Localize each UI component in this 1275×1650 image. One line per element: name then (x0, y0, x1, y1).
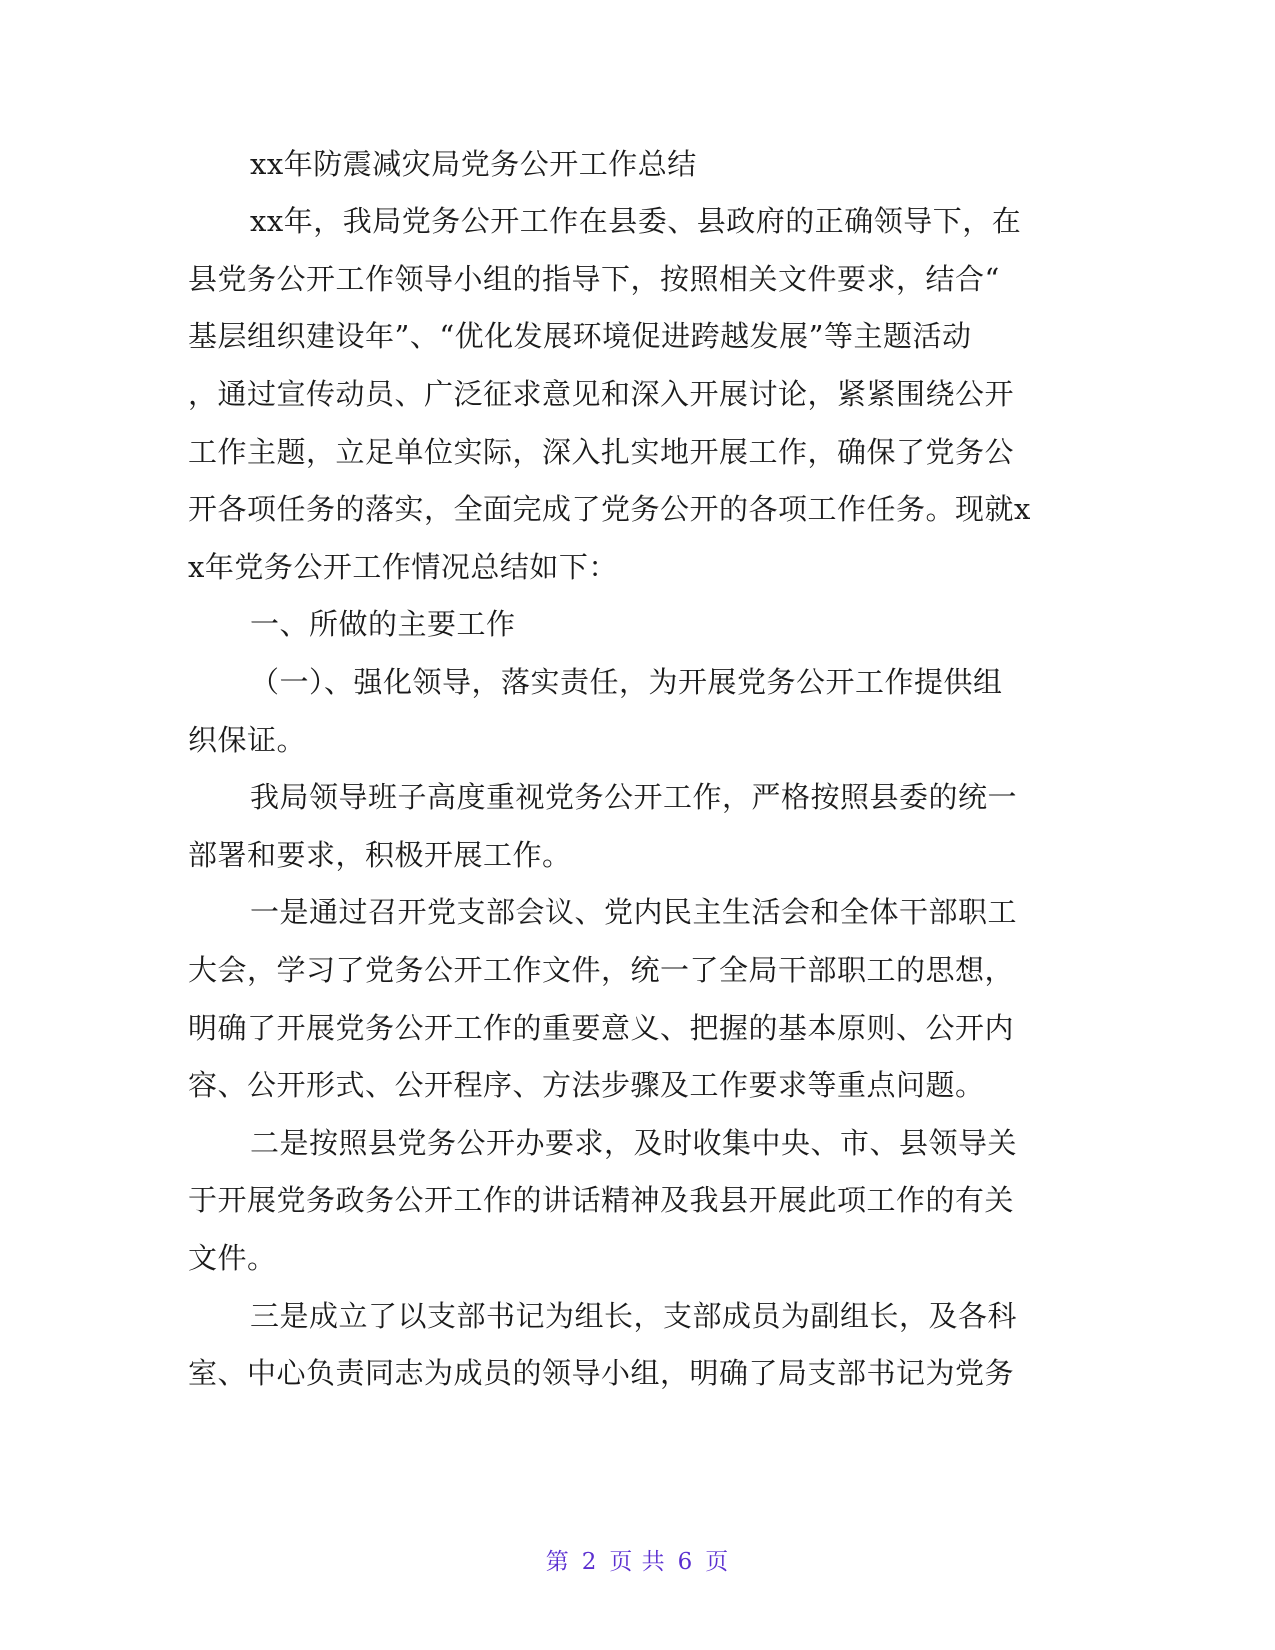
section-heading: 一、所做的主要工作 (250, 607, 516, 641)
paragraph-line: 工作主题，立足单位实际，深入扎实地开展工作，确保了党务公 (188, 435, 1015, 469)
paragraph-line: ，通过宣传动员、广泛征求意见和深入开展讨论，紧紧围绕公开 (188, 377, 1015, 411)
paragraph-line: 基层组织建设年”、“优化发展环境促进跨越发展”等主题活动 (188, 319, 972, 353)
footer-suffix: 页 (705, 1549, 730, 1575)
paragraph-line: 一是通过召开党支部会议、党内民主生活会和全体干部职工 (250, 895, 1018, 929)
paragraph-line: 明确了开展党务公开工作的重要意义、把握的基本原则、公开内 (188, 1011, 1015, 1045)
paragraph-line: 开各项任务的落实，全面完成了党务公开的各项工作任务。现就x (188, 492, 1031, 526)
subsection-heading: （一）、强化领导，落实责任，为开展党务公开工作提供组 (250, 665, 1003, 699)
paragraph-line: 县党务公开工作领导小组的指导下，按照相关文件要求，结合“ (188, 262, 1000, 296)
paragraph-line: 我局领导班子高度重视党务公开工作，严格按照县委的统一 (250, 780, 1018, 814)
paragraph-line: 容、公开形式、公开程序、方法步骤及工作要求等重点问题。 (188, 1068, 985, 1102)
subsection-heading: 织保证。 (188, 723, 307, 757)
paragraph-line: 三是成立了以支部书记为组长，支部成员为副组长，及各科 (250, 1299, 1018, 1333)
paragraph-line: 二是按照县党务公开办要求，及时收集中央、市、县领导关 (250, 1126, 1018, 1160)
total-page-count: 6 (677, 1549, 694, 1575)
paragraph-line: 室、中心负责同志为成员的领导小组，明确了局支部书记为党务 (188, 1356, 1015, 1390)
document-title: xx年防震减灾局党务公开工作总结 (250, 147, 697, 181)
page-number-footer (0, 1543, 1275, 1576)
paragraph-line: 于开展党务政务公开工作的讲话精神及我县开展此项工作的有关 (188, 1183, 1015, 1217)
paragraph-line: 大会，学习了党务公开工作文件，统一了全局干部职工的思想， (188, 953, 1015, 987)
footer-middle: 页 共 (609, 1549, 666, 1575)
paragraph-line: 部署和要求，积极开展工作。 (188, 838, 572, 872)
paragraph-line: 文件。 (188, 1241, 277, 1275)
paragraph-line: xx年，我局党务公开工作在县委、县政府的正确领导下，在 (250, 204, 1022, 238)
footer-prefix: 第 (545, 1549, 570, 1575)
current-page-number: 2 (581, 1549, 598, 1575)
paragraph-line: x年党务公开工作情况总结如下： (188, 550, 618, 584)
